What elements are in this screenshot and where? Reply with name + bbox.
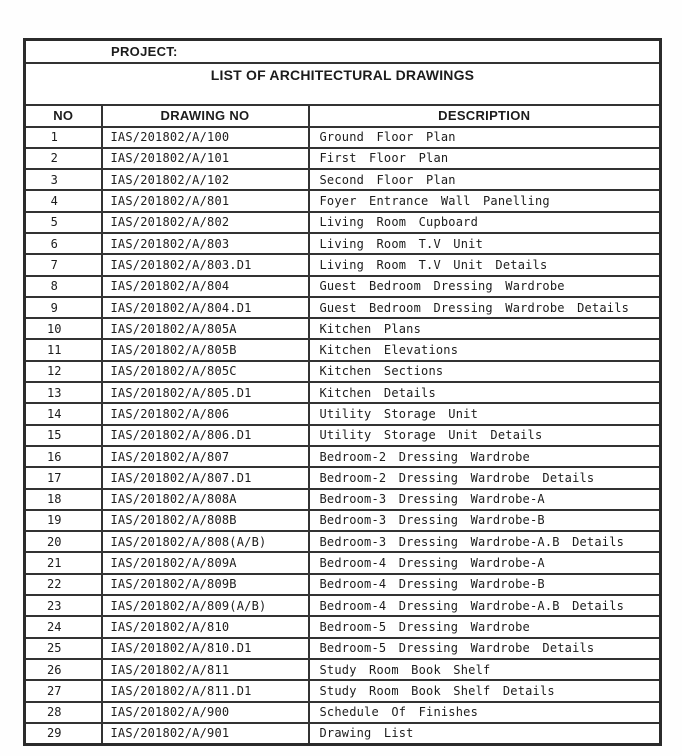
column-header-no: NO	[25, 105, 102, 127]
table-row	[25, 702, 661, 723]
row-no-cell: 11	[25, 339, 102, 360]
row-description-cell: Drawing List	[309, 723, 661, 744]
table-row	[25, 382, 661, 403]
row-drawing-no-cell: IAS/201802/A/808(A/B)	[102, 531, 309, 552]
row-no-cell: 25	[25, 638, 102, 659]
row-description-cell: Bedroom-3 Dressing Wardrobe-A	[309, 489, 661, 510]
row-drawing-no-cell: IAS/201802/A/803	[102, 233, 309, 254]
table-row	[25, 254, 661, 275]
row-description-cell: Kitchen Details	[309, 382, 661, 403]
row-drawing-no-cell: IAS/201802/A/811.D1	[102, 680, 309, 701]
row-drawing-no-cell: IAS/201802/A/805B	[102, 339, 309, 360]
table-row	[25, 318, 661, 339]
table-row	[25, 616, 661, 637]
project-row	[25, 40, 661, 63]
row-description-cell: Study Room Book Shelf Details	[309, 680, 661, 701]
row-no-cell: 4	[25, 190, 102, 211]
row-description-cell: Kitchen Elevations	[309, 339, 661, 360]
row-drawing-no-cell: IAS/201802/A/900	[102, 702, 309, 723]
row-no-cell: 24	[25, 616, 102, 637]
table-row	[25, 148, 661, 169]
table-row	[25, 531, 661, 552]
table-row	[25, 510, 661, 531]
title-row	[25, 63, 661, 105]
project-label: PROJECT:	[25, 40, 661, 63]
table-row	[25, 489, 661, 510]
table-header-row	[25, 105, 661, 127]
row-drawing-no-cell: IAS/201802/A/804.D1	[102, 297, 309, 318]
row-drawing-no-cell: IAS/201802/A/801	[102, 190, 309, 211]
row-description-cell: Guest Bedroom Dressing Wardrobe	[309, 276, 661, 297]
table-row	[25, 425, 661, 446]
row-description-cell: Utility Storage Unit Details	[309, 425, 661, 446]
row-drawing-no-cell: IAS/201802/A/809(A/B)	[102, 595, 309, 616]
row-description-cell: Living Room T.V Unit Details	[309, 254, 661, 275]
row-no-cell: 15	[25, 425, 102, 446]
table-row	[25, 297, 661, 318]
row-description-cell: Bedroom-5 Dressing Wardrobe Details	[309, 638, 661, 659]
row-drawing-no-cell: IAS/201802/A/808A	[102, 489, 309, 510]
row-no-cell: 5	[25, 212, 102, 233]
row-description-cell: Ground Floor Plan	[309, 127, 661, 148]
drawings-table-body	[25, 127, 661, 745]
table-row	[25, 574, 661, 595]
row-no-cell: 10	[25, 318, 102, 339]
row-drawing-no-cell: IAS/201802/A/805C	[102, 361, 309, 382]
table-row	[25, 403, 661, 424]
row-drawing-no-cell: IAS/201802/A/802	[102, 212, 309, 233]
row-no-cell: 8	[25, 276, 102, 297]
row-no-cell: 16	[25, 446, 102, 467]
table-row	[25, 233, 661, 254]
row-description-cell: Study Room Book Shelf	[309, 659, 661, 680]
table-row	[25, 361, 661, 382]
table-row	[25, 212, 661, 233]
row-no-cell: 3	[25, 169, 102, 190]
row-description-cell: Bedroom-4 Dressing Wardrobe-A	[309, 552, 661, 573]
row-no-cell: 7	[25, 254, 102, 275]
row-no-cell: 27	[25, 680, 102, 701]
row-drawing-no-cell: IAS/201802/A/808B	[102, 510, 309, 531]
row-description-cell: Second Floor Plan	[309, 169, 661, 190]
row-description-cell: Kitchen Sections	[309, 361, 661, 382]
row-drawing-no-cell: IAS/201802/A/811	[102, 659, 309, 680]
row-no-cell: 14	[25, 403, 102, 424]
row-description-cell: Bedroom-3 Dressing Wardrobe-B	[309, 510, 661, 531]
row-description-cell: First Floor Plan	[309, 148, 661, 169]
row-drawing-no-cell: IAS/201802/A/806	[102, 403, 309, 424]
table-row	[25, 190, 661, 211]
row-drawing-no-cell: IAS/201802/A/901	[102, 723, 309, 744]
architectural-drawings-table	[23, 38, 662, 746]
row-drawing-no-cell: IAS/201802/A/805.D1	[102, 382, 309, 403]
page-title: LIST OF ARCHITECTURAL DRAWINGS	[25, 63, 661, 105]
row-description-cell: Bedroom-2 Dressing Wardrobe Details	[309, 467, 661, 488]
row-no-cell: 1	[25, 127, 102, 148]
row-description-cell: Guest Bedroom Dressing Wardrobe Details	[309, 297, 661, 318]
row-description-cell: Schedule Of Finishes	[309, 702, 661, 723]
row-no-cell: 9	[25, 297, 102, 318]
row-drawing-no-cell: IAS/201802/A/807	[102, 446, 309, 467]
row-no-cell: 28	[25, 702, 102, 723]
row-drawing-no-cell: IAS/201802/A/807.D1	[102, 467, 309, 488]
row-drawing-no-cell: IAS/201802/A/806.D1	[102, 425, 309, 446]
table-row	[25, 659, 661, 680]
row-no-cell: 18	[25, 489, 102, 510]
column-header-description: DESCRIPTION	[309, 105, 661, 127]
row-drawing-no-cell: IAS/201802/A/804	[102, 276, 309, 297]
row-description-cell: Bedroom-4 Dressing Wardrobe-B	[309, 574, 661, 595]
row-drawing-no-cell: IAS/201802/A/102	[102, 169, 309, 190]
table-row	[25, 723, 661, 744]
row-no-cell: 6	[25, 233, 102, 254]
row-description-cell: Bedroom-4 Dressing Wardrobe-A.B Details	[309, 595, 661, 616]
row-no-cell: 17	[25, 467, 102, 488]
row-no-cell: 19	[25, 510, 102, 531]
table-row	[25, 127, 661, 148]
table-row	[25, 595, 661, 616]
column-header-drawing-no: DRAWING NO	[102, 105, 309, 127]
row-description-cell: Bedroom-2 Dressing Wardrobe	[309, 446, 661, 467]
row-description-cell: Living Room Cupboard	[309, 212, 661, 233]
table-row	[25, 339, 661, 360]
row-no-cell: 29	[25, 723, 102, 744]
row-drawing-no-cell: IAS/201802/A/101	[102, 148, 309, 169]
row-description-cell: Utility Storage Unit	[309, 403, 661, 424]
row-no-cell: 13	[25, 382, 102, 403]
row-drawing-no-cell: IAS/201802/A/809B	[102, 574, 309, 595]
table-row	[25, 446, 661, 467]
row-description-cell: Bedroom-3 Dressing Wardrobe-A.B Details	[309, 531, 661, 552]
row-drawing-no-cell: IAS/201802/A/803.D1	[102, 254, 309, 275]
table-row	[25, 680, 661, 701]
row-no-cell: 22	[25, 574, 102, 595]
row-drawing-no-cell: IAS/201802/A/805A	[102, 318, 309, 339]
row-no-cell: 21	[25, 552, 102, 573]
row-description-cell: Kitchen Plans	[309, 318, 661, 339]
row-description-cell: Bedroom-5 Dressing Wardrobe	[309, 616, 661, 637]
row-drawing-no-cell: IAS/201802/A/810	[102, 616, 309, 637]
table-row	[25, 638, 661, 659]
table-row	[25, 467, 661, 488]
row-no-cell: 26	[25, 659, 102, 680]
row-description-cell: Living Room T.V Unit	[309, 233, 661, 254]
row-no-cell: 23	[25, 595, 102, 616]
row-no-cell: 2	[25, 148, 102, 169]
row-drawing-no-cell: IAS/201802/A/100	[102, 127, 309, 148]
row-drawing-no-cell: IAS/201802/A/810.D1	[102, 638, 309, 659]
table-row	[25, 276, 661, 297]
table-row	[25, 552, 661, 573]
row-no-cell: 12	[25, 361, 102, 382]
table-row	[25, 169, 661, 190]
row-no-cell: 20	[25, 531, 102, 552]
row-drawing-no-cell: IAS/201802/A/809A	[102, 552, 309, 573]
row-description-cell: Foyer Entrance Wall Panelling	[309, 190, 661, 211]
drawing-list-table-container	[23, 38, 662, 746]
